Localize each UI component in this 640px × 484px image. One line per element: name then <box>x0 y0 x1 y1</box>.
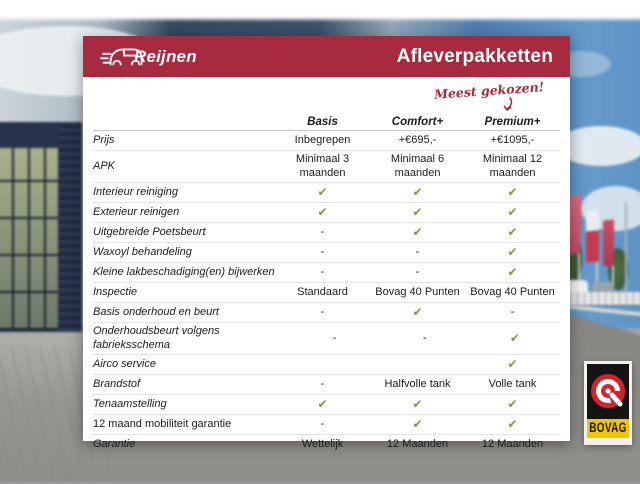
most-chosen-annotation: Meest gekozen! <box>433 79 545 102</box>
row-value <box>275 397 370 412</box>
check-icon: ✔ <box>317 396 328 411</box>
table-row <box>93 283 560 303</box>
check-icon: ✔ <box>412 184 423 199</box>
row-value: 12 Maanden <box>386 437 449 450</box>
row-label: Brandstof <box>93 377 141 390</box>
dealer-flag <box>586 209 599 262</box>
row-value <box>370 185 465 200</box>
card-header-bar <box>83 36 570 77</box>
check-icon: ✔ <box>317 204 328 219</box>
bovag-badge <box>584 361 632 445</box>
row-value <box>465 185 560 200</box>
table-row <box>93 355 560 375</box>
check-icon: ✔ <box>412 304 423 319</box>
check-icon: ✔ <box>509 330 520 345</box>
row-label: Basis onderhoud en beurt <box>93 305 219 318</box>
row-value: Minimaal 12 maanden <box>482 153 543 179</box>
row-value <box>465 357 560 372</box>
row-value: +€695,- <box>398 133 437 146</box>
row-label: APK <box>93 159 116 172</box>
row-label: Waxoyl behandeling <box>93 245 192 258</box>
row-label: Prijs <box>93 133 115 146</box>
check-icon: ✔ <box>412 416 423 431</box>
row-label: Inspectie <box>93 285 138 298</box>
package-table-header <box>93 108 560 131</box>
check-icon: ✔ <box>507 184 518 199</box>
row-value: Standaard <box>297 285 348 298</box>
check-icon: ✔ <box>507 416 518 431</box>
row-value: Wettelijk <box>301 437 344 450</box>
row-value <box>370 225 465 240</box>
bovag-label: BOVAG <box>589 421 627 436</box>
row-value: Minimaal 3 maanden <box>295 153 350 179</box>
row-value: Halfvolle tank <box>384 377 451 390</box>
row-value: Bovag 40 Punten <box>375 285 460 298</box>
row-value <box>275 205 370 220</box>
row-value: - <box>320 305 325 318</box>
reijnen-logo <box>100 42 197 71</box>
package-comparison-card <box>83 36 570 450</box>
row-label: Uitgebreide Poetsbeurt <box>93 225 206 238</box>
table-row <box>93 203 560 223</box>
check-icon: ✔ <box>317 184 328 199</box>
row-label: Interieur reiniging <box>93 185 178 198</box>
row-value <box>465 265 560 280</box>
row-value: - <box>320 377 325 390</box>
table-row <box>93 415 560 435</box>
parked-car <box>592 282 614 292</box>
row-label: Onderhoudsbeurt volgens fabrieksschema <box>93 325 220 351</box>
row-value <box>465 417 560 432</box>
row-value <box>465 397 560 412</box>
row-value <box>370 305 465 320</box>
row-value: Minimaal 6 maanden <box>390 153 445 179</box>
table-row <box>93 375 560 395</box>
row-label: Exterieur reinigen <box>93 205 180 218</box>
column-header: Basis <box>307 116 338 128</box>
row-value: - <box>415 265 420 278</box>
row-value: 12 Maanden <box>481 437 544 450</box>
table-row <box>93 223 560 243</box>
check-icon: ✔ <box>507 244 518 259</box>
row-value: - <box>320 417 325 430</box>
row-value <box>370 397 465 412</box>
dealership-building <box>0 122 82 340</box>
row-value <box>465 245 560 260</box>
row-value <box>470 331 560 346</box>
lamp-post <box>625 202 627 302</box>
row-value <box>465 205 560 220</box>
table-row <box>93 395 560 415</box>
row-value: Volle tank <box>488 377 537 390</box>
table-row <box>93 323 560 355</box>
row-value: - <box>320 225 325 238</box>
row-value <box>370 205 465 220</box>
row-label: Garantie <box>93 437 136 450</box>
row-label: Kleine lakbeschadiging(en) bijwerken <box>93 265 275 278</box>
row-label: Airco service <box>93 357 156 370</box>
row-value: - <box>510 305 515 318</box>
check-icon: ✔ <box>507 396 518 411</box>
column-header: Comfort+ <box>391 116 444 128</box>
check-icon: ✔ <box>507 264 518 279</box>
row-value: - <box>422 331 427 344</box>
table-row <box>93 435 560 454</box>
page-title: Afleverpakketten <box>396 45 553 67</box>
table-row <box>93 151 560 183</box>
row-value: +€1095,- <box>490 133 535 146</box>
table-row <box>93 243 560 263</box>
check-icon: ✔ <box>507 204 518 219</box>
bovag-emblem-icon <box>587 364 629 419</box>
check-icon: ✔ <box>412 396 423 411</box>
check-icon: ✔ <box>507 224 518 239</box>
row-value: - <box>320 245 325 258</box>
check-icon: ✔ <box>412 204 423 219</box>
brand-name: Reijnen <box>134 46 197 66</box>
row-value: - <box>332 331 337 344</box>
row-label: 12 maand mobiliteit garantie <box>93 417 232 430</box>
row-value <box>465 225 560 240</box>
row-value: - <box>320 265 325 278</box>
row-value <box>370 417 465 432</box>
table-row <box>93 303 560 323</box>
row-value: Inbegrepen <box>294 133 351 146</box>
check-icon: ✔ <box>507 356 518 371</box>
row-label: Tenaamstelling <box>93 397 167 410</box>
package-table <box>93 108 560 454</box>
table-row <box>93 183 560 203</box>
dealer-flag <box>603 220 614 267</box>
table-row <box>93 263 560 283</box>
check-icon: ✔ <box>412 224 423 239</box>
table-row <box>93 131 560 151</box>
row-value: Bovag 40 Punten <box>470 285 555 298</box>
column-header: Premium+ <box>484 116 541 128</box>
row-value: - <box>415 245 420 258</box>
package-table-body <box>93 131 560 454</box>
row-value <box>275 185 370 200</box>
